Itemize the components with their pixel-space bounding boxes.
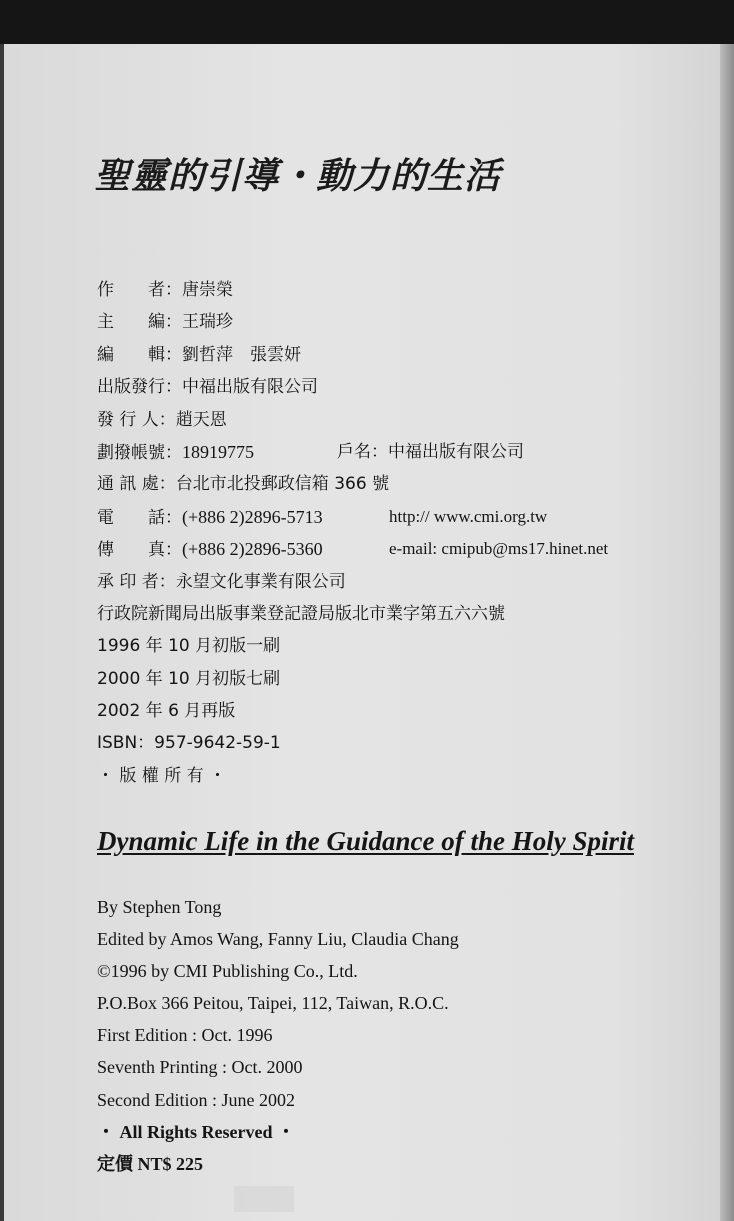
registration-line: 行政院新聞局出版事業登記證局版北市業字第五六六號 — [97, 603, 505, 624]
price: 定價 NT$ 225 — [97, 1153, 204, 1174]
copyright-page — [4, 44, 720, 1221]
english-publication-info — [97, 891, 459, 1180]
english-author: By Stephen Tong — [97, 897, 222, 917]
english-editors: Edited by Amos Wang, Fanny Liu, Claudia Chang — [97, 929, 459, 950]
publisher-line: 出版發行：中福出版有限公司 — [97, 377, 318, 398]
english-copyright: ©1996 by CMI Publishing Co., Ltd. — [97, 961, 358, 982]
english-title: Dynamic Life in the Guidance of the Holy Spirit — [97, 826, 634, 856]
reprint-line: 2002 年 6 月再版 — [97, 701, 236, 722]
faint-show-through-mark — [234, 1186, 294, 1212]
english-first-edition: First Edition : Oct. 1996 — [97, 1025, 273, 1046]
scan-top-border — [0, 0, 734, 44]
chinese-publication-info — [97, 274, 609, 792]
editors-line: 編 輯：劉哲萍 張雲妍 — [97, 344, 301, 365]
phone-line: 電 話：(+886 2)2896-5713 http:// www.cmi.org.tw — [97, 506, 548, 528]
fax-line: 傳 真：(+886 2)2896-5360 e-mail: cmipub@ms17.hinet.net — [97, 539, 609, 561]
address-line: 通 訊 處：台北市北投郵政信箱 366 號 — [97, 474, 390, 495]
rights-reserved-en: ・ All Rights Reserved ・ — [97, 1121, 295, 1142]
isbn-line: ISBN：957-9642-59-1 — [97, 733, 281, 754]
postal-account-line: 劃撥帳號：18919775 戶名：中福出版有限公司 — [97, 441, 524, 463]
printer-line: 承 印 者：永望文化事業有限公司 — [97, 571, 346, 592]
english-address: P.O.Box 366 Peitou, Taipei, 112, Taiwan, R.O.C. — [97, 993, 449, 1014]
english-seventh-printing: Seventh Printing : Oct. 2000 — [97, 1057, 303, 1078]
rights-reserved-cn: ・ 版 權 所 有 ・ — [97, 765, 227, 786]
chief-editor-line: 主 編：王瑞珍 — [97, 312, 233, 333]
chinese-title: 聖靈的引導・動力的生活 — [94, 156, 502, 197]
english-second-edition: Second Edition : June 2002 — [97, 1089, 295, 1110]
seventh-print-line: 2000 年 10 月初版七刷 — [97, 668, 281, 689]
author-line: 作 者：唐崇榮 — [97, 280, 233, 300]
page-right-edge-shadow — [720, 44, 734, 1221]
issuer-line: 發 行 人：趙天恩 — [97, 409, 227, 430]
first-print-line: 1996 年 10 月初版一刷 — [97, 636, 281, 657]
